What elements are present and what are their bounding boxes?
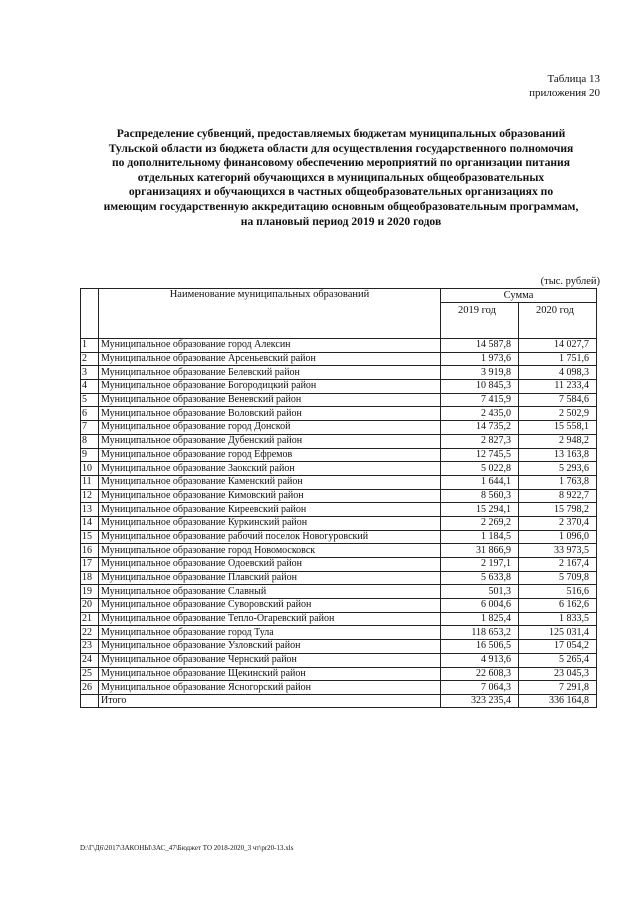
header-name: Наименование муниципальных образований xyxy=(99,289,441,339)
amount-2020: 13 163,8 xyxy=(519,448,597,462)
title-line: отдельных категорий обучающихся в муниципальных общеобразовательных xyxy=(137,170,545,184)
row-number: 7 xyxy=(81,421,99,435)
total-row xyxy=(81,694,597,707)
table-number: Таблица 13 xyxy=(547,73,600,85)
table-row xyxy=(81,640,597,654)
row-number: 6 xyxy=(81,407,99,421)
title-line: имеющим государственную аккредитацию основным общеобразовательным программам, xyxy=(103,199,579,213)
title-line: на плановый период 2019 и 2020 годов xyxy=(240,214,442,228)
amount-2019: 4 913,6 xyxy=(441,653,519,667)
title-line: по дополнительному финансовому обеспечению мероприятий по организации питания xyxy=(111,156,570,170)
row-number: 13 xyxy=(81,503,99,517)
row-number: 8 xyxy=(81,434,99,448)
municipality-name: Муниципальное образование Щекинский район xyxy=(99,667,441,681)
amount-2020: 1 751,6 xyxy=(519,352,597,366)
title-line: Тульской области из бюджета области для осуществления государственного полномочия xyxy=(108,141,574,155)
amount-2019: 16 506,5 xyxy=(441,640,519,654)
table-row xyxy=(81,530,597,544)
amount-2020: 4 098,3 xyxy=(519,366,597,380)
table-row xyxy=(81,462,597,476)
amount-2019: 2 197,1 xyxy=(441,558,519,572)
document-title xyxy=(80,127,602,229)
row-number: 2 xyxy=(81,352,99,366)
amount-2019: 8 560,3 xyxy=(441,489,519,503)
municipality-name: Муниципальное образование рабочий поселок Новогуровский xyxy=(99,530,441,544)
amount-2019: 1 184,5 xyxy=(441,530,519,544)
total-2020: 336 164,8 xyxy=(519,694,597,707)
amount-2020: 125 031,4 xyxy=(519,626,597,640)
table-row xyxy=(81,558,597,572)
amount-2019: 3 919,8 xyxy=(441,366,519,380)
amount-2020: 2 167,4 xyxy=(519,558,597,572)
total-label: Итого xyxy=(99,694,441,707)
title-line: организациях и обучающихся в частных общеобразовательных организациях по xyxy=(128,185,554,199)
table-row xyxy=(81,653,597,667)
row-number: 23 xyxy=(81,640,99,654)
header-number-cell xyxy=(81,289,99,339)
row-number: 22 xyxy=(81,626,99,640)
municipality-name: Муниципальное образование город Донской xyxy=(99,421,441,435)
table-row xyxy=(81,489,597,503)
amount-2019: 14 735,2 xyxy=(441,421,519,435)
amount-2020: 2 948,2 xyxy=(519,434,597,448)
municipality-name: Муниципальное образование город Ефремов xyxy=(99,448,441,462)
amount-2019: 501,3 xyxy=(441,585,519,599)
table-row xyxy=(81,599,597,613)
table-row xyxy=(81,407,597,421)
table-row xyxy=(81,667,597,681)
table-row xyxy=(81,681,597,695)
amount-2019: 1 644,1 xyxy=(441,475,519,489)
municipality-name: Муниципальное образование Заокский район xyxy=(99,462,441,476)
municipality-name: Муниципальное образование Славный xyxy=(99,585,441,599)
amount-2019: 2 269,2 xyxy=(441,516,519,530)
table-row xyxy=(81,544,597,558)
file-path-footer: D:\Г\Д6\2017\ЗАКОНЫ\ЗАС_47\Бюджет ТО 2018-2020_3 чт\pr20-13.xls xyxy=(80,844,294,852)
municipality-name: Муниципальное образование Суворовский район xyxy=(99,599,441,613)
municipality-name: Муниципальное образование Куркинский район xyxy=(99,516,441,530)
row-number: 26 xyxy=(81,681,99,695)
table-row xyxy=(81,516,597,530)
municipality-name: Муниципальное образование Богородицкий район xyxy=(99,380,441,394)
row-number: 18 xyxy=(81,571,99,585)
row-number: 17 xyxy=(81,558,99,572)
municipality-name: Муниципальное образование Киреевский район xyxy=(99,503,441,517)
municipality-name: Муниципальное образование Веневский район xyxy=(99,393,441,407)
table-row xyxy=(81,380,597,394)
table-row xyxy=(81,571,597,585)
row-number: 15 xyxy=(81,530,99,544)
amount-2020: 14 027,7 xyxy=(519,339,597,353)
row-number: 3 xyxy=(81,366,99,380)
amount-2019: 12 745,5 xyxy=(441,448,519,462)
amount-2019: 2 435,0 xyxy=(441,407,519,421)
row-number: 14 xyxy=(81,516,99,530)
appendix-number: приложения 20 xyxy=(529,87,600,99)
table-row xyxy=(81,393,597,407)
municipality-name: Муниципальное образование Узловский район xyxy=(99,640,441,654)
row-number: 1 xyxy=(81,339,99,353)
amount-2019: 6 004,6 xyxy=(441,599,519,613)
row-number: 16 xyxy=(81,544,99,558)
amount-2019: 1 973,6 xyxy=(441,352,519,366)
amount-2019: 14 587,8 xyxy=(441,339,519,353)
municipality-name: Муниципальное образование Чернский район xyxy=(99,653,441,667)
amount-2020: 33 973,5 xyxy=(519,544,597,558)
row-number: 10 xyxy=(81,462,99,476)
amount-2019: 7 064,3 xyxy=(441,681,519,695)
amount-2019: 1 825,4 xyxy=(441,612,519,626)
amount-2020: 1 763,8 xyxy=(519,475,597,489)
amount-2020: 8 922,7 xyxy=(519,489,597,503)
amount-2020: 516,6 xyxy=(519,585,597,599)
row-number: 12 xyxy=(81,489,99,503)
municipality-name: Муниципальное образование Тепло-Огаревский район xyxy=(99,612,441,626)
header-sum: Сумма xyxy=(441,289,597,303)
municipality-name: Муниципальное образование Дубенский район xyxy=(99,434,441,448)
amount-2019: 118 653,2 xyxy=(441,626,519,640)
total-2019: 323 235,4 xyxy=(441,694,519,707)
table-row xyxy=(81,612,597,626)
units-label: (тыс. рублей) xyxy=(540,276,600,287)
amount-2020: 1 833,5 xyxy=(519,612,597,626)
municipality-name: Муниципальное образование город Алексин xyxy=(99,339,441,353)
amount-2020: 5 265,4 xyxy=(519,653,597,667)
amount-2019: 22 608,3 xyxy=(441,667,519,681)
municipality-name: Муниципальное образование город Тула xyxy=(99,626,441,640)
row-number: 24 xyxy=(81,653,99,667)
row-number: 5 xyxy=(81,393,99,407)
title-line: Распределение субвенций, предоставляемых бюджетам муниципальных образований xyxy=(116,127,566,140)
table-row xyxy=(81,585,597,599)
subvention-table xyxy=(80,288,597,708)
amount-2019: 31 866,9 xyxy=(441,544,519,558)
row-number: 21 xyxy=(81,612,99,626)
row-number: 19 xyxy=(81,585,99,599)
amount-2020: 23 045,3 xyxy=(519,667,597,681)
row-number: 20 xyxy=(81,599,99,613)
amount-2019: 5 022,8 xyxy=(441,462,519,476)
amount-2020: 6 162,6 xyxy=(519,599,597,613)
municipality-name: Муниципальное образование город Новомосковск xyxy=(99,544,441,558)
amount-2020: 5 293,6 xyxy=(519,462,597,476)
header-year-2020: 2020 год xyxy=(519,303,597,339)
amount-2020: 15 798,2 xyxy=(519,503,597,517)
amount-2020: 2 502,9 xyxy=(519,407,597,421)
amount-2019: 15 294,1 xyxy=(441,503,519,517)
row-number: 9 xyxy=(81,448,99,462)
total-number-cell xyxy=(81,694,99,707)
amount-2020: 15 558,1 xyxy=(519,421,597,435)
municipality-name: Муниципальное образование Кимовский район xyxy=(99,489,441,503)
amount-2020: 5 709,8 xyxy=(519,571,597,585)
municipality-name: Муниципальное образование Ясногорский район xyxy=(99,681,441,695)
municipality-name: Муниципальное образование Белевский район xyxy=(99,366,441,380)
row-number: 11 xyxy=(81,475,99,489)
table-row xyxy=(81,339,597,353)
table-row xyxy=(81,434,597,448)
header-year-2019: 2019 год xyxy=(441,303,519,339)
amount-2020: 2 370,4 xyxy=(519,516,597,530)
table-row xyxy=(81,366,597,380)
municipality-name: Муниципальное образование Каменский район xyxy=(99,475,441,489)
row-number: 25 xyxy=(81,667,99,681)
municipality-name: Муниципальное образование Арсеньевский район xyxy=(99,352,441,366)
amount-2019: 5 633,8 xyxy=(441,571,519,585)
municipality-name: Муниципальное образование Одоевский район xyxy=(99,558,441,572)
table-row xyxy=(81,626,597,640)
municipality-name: Муниципальное образование Воловский район xyxy=(99,407,441,421)
amount-2019: 10 845,3 xyxy=(441,380,519,394)
table-row xyxy=(81,448,597,462)
amount-2020: 7 291,8 xyxy=(519,681,597,695)
amount-2019: 7 415,9 xyxy=(441,393,519,407)
municipality-name: Муниципальное образование Плавский район xyxy=(99,571,441,585)
amount-2020: 7 584,6 xyxy=(519,393,597,407)
amount-2019: 2 827,3 xyxy=(441,434,519,448)
row-number: 4 xyxy=(81,380,99,394)
amount-2020: 17 054,2 xyxy=(519,640,597,654)
table-row xyxy=(81,503,597,517)
amount-2020: 11 233,4 xyxy=(519,380,597,394)
table-reference xyxy=(500,72,600,100)
table-row xyxy=(81,475,597,489)
amount-2020: 1 096,0 xyxy=(519,530,597,544)
table-row xyxy=(81,421,597,435)
table-row xyxy=(81,352,597,366)
